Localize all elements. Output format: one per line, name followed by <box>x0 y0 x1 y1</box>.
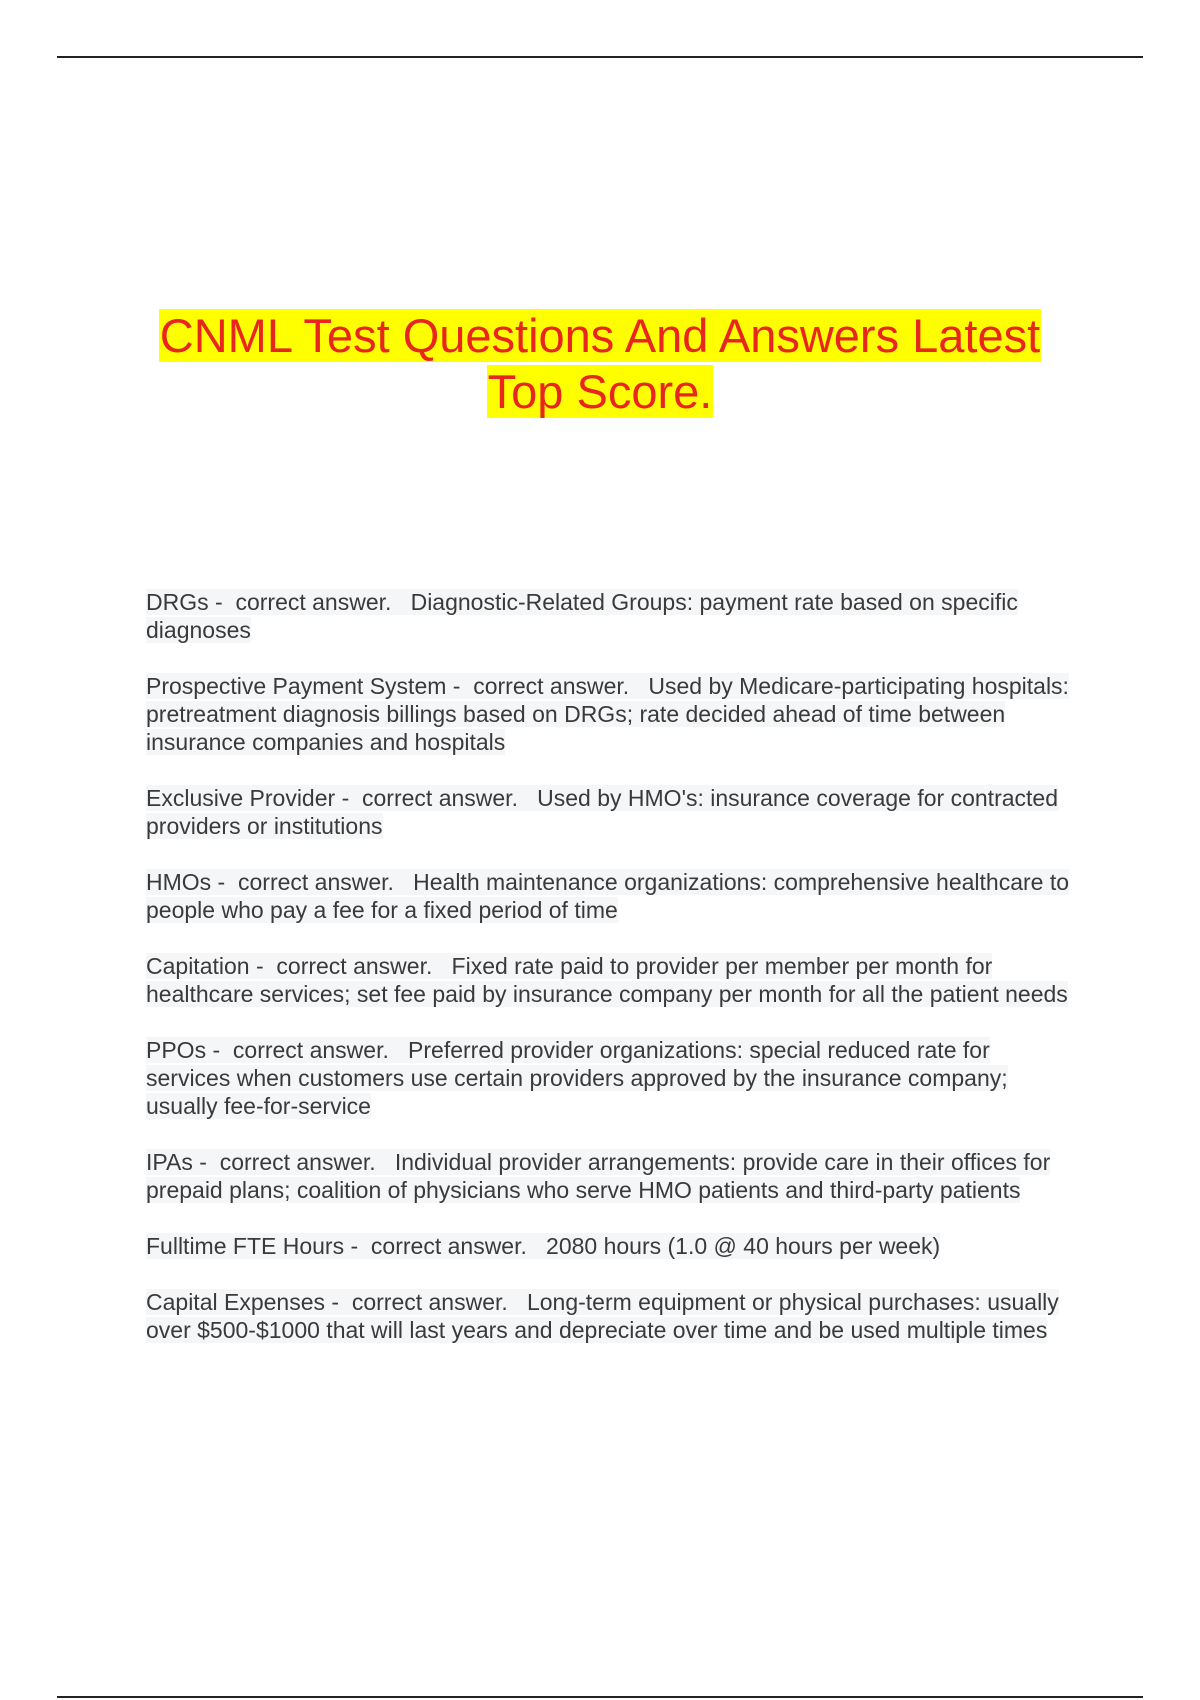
qa-answer: Used by HMO's: insurance coverage for contracted providers or institutions <box>146 785 1058 839</box>
qa-term: Capitation <box>146 953 250 979</box>
qa-separator: - correct answer. <box>211 869 414 895</box>
qa-separator: - correct answer. <box>446 673 649 699</box>
qa-separator: - correct answer. <box>344 1233 547 1259</box>
qa-separator: - correct answer. <box>192 1149 395 1175</box>
title-line-2: Top Score. <box>487 365 713 418</box>
qa-term: DRGs <box>146 589 209 615</box>
qa-term: Capital Expenses <box>146 1289 325 1315</box>
qa-item-capital-expenses <box>146 1288 1076 1344</box>
qa-term: PPOs <box>146 1037 207 1063</box>
qa-separator: - correct answer. <box>206 1037 409 1063</box>
qa-item-drgs <box>146 588 1076 644</box>
qa-item-exclusive-provider <box>146 784 1076 840</box>
document-title <box>100 308 1100 420</box>
qa-separator: - correct answer. <box>335 785 538 811</box>
qa-answer: Preferred provider organizations: special reduced rate for services when customers use certain providers approved by the insurance company; usually fee-for-service <box>146 1037 1008 1119</box>
qa-item-ipas <box>146 1148 1076 1204</box>
qa-separator: - correct answer. <box>249 953 452 979</box>
qa-answer: Health maintenance organizations: comprehensive healthcare to people who pay a fee for a fixed period of time <box>146 869 1070 923</box>
qa-answer: Long-term equipment or physical purchases: usually over $500-$1000 that will last years and depreciate over time and be used multiple times <box>146 1289 1059 1343</box>
qa-item-prospective-payment-system <box>146 672 1076 756</box>
qa-answer: Individual provider arrangements: provide care in their offices for prepaid plans; coalition of physicians who serve HMO patients and third-party patients <box>146 1149 1051 1203</box>
qa-separator: - correct answer. <box>325 1289 527 1315</box>
qa-term: Exclusive Provider <box>146 785 336 811</box>
qa-term: Prospective Payment System <box>146 673 447 699</box>
qa-term: HMOs <box>146 869 212 895</box>
qa-answer: Fixed rate paid to provider per member per month for healthcare services; set fee paid by insurance company per month for all the patient needs <box>146 953 1068 1007</box>
qa-answer: Diagnostic-Related Groups: payment rate based on specific diagnoses <box>146 589 1018 643</box>
qa-item-hmos <box>146 868 1076 924</box>
qa-list <box>146 588 1076 1372</box>
top-divider <box>57 56 1143 58</box>
qa-item-fulltime-fte-hours <box>146 1232 1076 1260</box>
qa-item-capitation <box>146 952 1076 1008</box>
qa-term: Fulltime FTE Hours <box>146 1233 345 1259</box>
qa-separator: - correct answer. <box>208 589 411 615</box>
qa-answer: 2080 hours (1.0 @ 40 hours per week) <box>546 1233 941 1259</box>
title-line-1: CNML Test Questions And Answers Latest <box>159 309 1041 362</box>
bottom-divider <box>57 1696 1143 1698</box>
qa-term: IPAs <box>146 1149 193 1175</box>
qa-item-ppos <box>146 1036 1076 1120</box>
qa-answer: Used by Medicare-participating hospitals: pretreatment diagnosis billings based on DRGs; rate decided ahead of time between insurance companies and hospitals <box>146 673 1069 755</box>
